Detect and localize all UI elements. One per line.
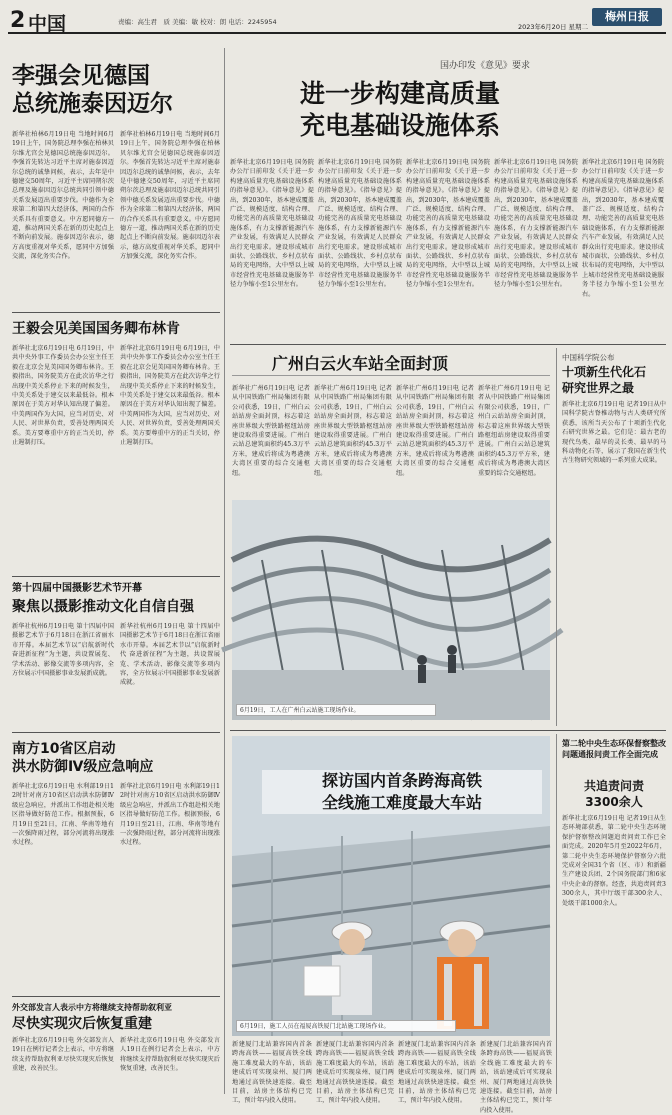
photo-festival-body-col2: 新华社杭州6月19日电 第十四届中国摄影艺术节于6月18日在浙江省丽水市开幕。本届艺术节以“启航新时代 奋进新征程”为主题，共设置展览、学术活动、影像交流等多项内容，全方位展示中国摄影事业发展新成就。 (120, 623, 220, 687)
cas-title (562, 364, 666, 396)
divider (230, 730, 666, 731)
li-qiang-title-line1: 李强会见德国 (12, 63, 150, 89)
photo-festival-body-col1: 新华社杭州6月19日电 第十四届中国摄影艺术节于6月18日在浙江省丽水市开幕。本届艺术节以“启航新时代 奋进新征程”为主题，共设置展览、学术活动、影像交流等多项内容，全方位展示中国摄影事业发展新成就。 (12, 623, 114, 678)
photo-festival-title: 聚焦以摄影推动文化自信自强 (12, 599, 194, 615)
syria-body-col2: 新华社北京6月19日电 外交部发言人19日在例行记者会上表示，中方将继续支持帮助叙利亚尽快实现灾后恢复重建，改善民生。 (120, 1037, 220, 1073)
flood-title-line1: 南方10省区启动 (12, 741, 116, 757)
photo-festival-subtitle: 第十四届中国摄影艺术节开幕 (12, 583, 142, 594)
rail-title (262, 770, 542, 814)
column-divider (556, 348, 557, 726)
aid-subtitle: 第二轮中央生态环保督察整改问题通报问责工作全面完成 (562, 739, 666, 759)
flood-body-col2: 新华社北京6月19日电 水利部19日12时针对南方10省区启动洪水防御Ⅳ级应急响应，并派出工作组赴相关地区指导做好防范工作。根据预报，6月19日至21日，江南、华南等地有一次强降雨过程，部分河流将出现涨水过程。 (120, 783, 220, 847)
guangzhou-body-col2: 新华社广州6月19日电 记者从中国铁路广州局集团有限公司获悉，19日，广州白云站站房全面封顶，标志着这座世界级大型铁路枢纽站房建设取得重要进展。广州白云站总建筑面积约45.3万平方米，建成后将成为粤港澳大湾区重要的综合交通枢纽。 (314, 385, 392, 477)
column-divider (224, 48, 225, 1094)
rail-title-line2: 全线施工难度最大车站 (321, 793, 482, 812)
syria-body-col1: 新华社北京6月19日电 外交部发言人19日在例行记者会上表示，中方将继续支持帮助叙利亚尽快实现灾后恢复重建，改善民生。 (12, 1037, 114, 1073)
infra-body-col3: 新华社北京6月19日电 国务院办公厅日前印发《关于进一步构建高质量充电基础设施体系的指导意见》。《指导意见》提出，到2030年，基本建成覆盖广泛、规模适度、结构合理、功能完善的高质量充电基础设施体系，有力支撑新能源汽车产业发展，有效满足人民群众出行充电需求。建设形成城市面状、公路线状、乡村点状布局的充电网络，大中型以上城市经营性充电基础设施服务半径力争缩小至1公里左右。 (406, 159, 490, 289)
infra-body-col1: 新华社北京6月19日电 国务院办公厅日前印发《关于进一步构建高质量充电基础设施体系的指导意见》。《指导意见》提出，到2030年，基本建成覆盖广泛、规模适度、结构合理、功能完善的高质量充电基础设施体系，有力支撑新能源汽车产业发展，有效满足人民群众出行充电需求。建设形成城市面状、公路线状、乡村点状布局的充电网络，大中型以上城市经营性充电基础设施服务半径力争缩小至1公里左右。 (230, 159, 314, 289)
cas-title-line2: 研究世界之最 (562, 381, 635, 395)
rail-body-col2: 新建厦门北站兼容国内首条跨海高铁——福厦高铁全线施工难度最大的车站，该站建成后可实现泉州、厦门两地通过高铁快速连接。截至目前，站房主体结构已完工，预计年内投入使用。 (316, 1041, 394, 1105)
wang-yi-body-col1: 新华社北京6月19日电 6月19日，中共中央外事工作委员会办公室主任王毅在北京会见美国国务卿布林肯。王毅指出，国务院美方在此次访华之行出现中美关系停止下来的时候发生，中美关系处于建交以来最低谷。根本原因在于美方对华认知出现了偏差。中美两国作为大国，应当对历史、对人民、对世界负责，妥善处理两国关系。美方要尊重中方的正当关切，停止遏制打压。 (12, 345, 114, 447)
guangzhou-photo-caption: 6月19日，工人在广州白云站施工现场作业。 (240, 707, 360, 714)
wang-yi-title: 王毅会见美国国务卿布林肯 (12, 321, 180, 337)
divider (12, 576, 220, 577)
editor-meta: 责编：高生君 质 美编：敏 校对：朗 电话：2245954 (118, 18, 277, 26)
divider (12, 732, 220, 733)
guangzhou-title-band (232, 352, 550, 376)
rail-title-line1: 探访国内首条跨海高铁 (321, 771, 482, 790)
guangzhou-body-col3: 新华社广州6月19日电 记者从中国铁路广州局集团有限公司获悉，19日，广州白云站站房全面封顶，标志着这座世界级大型铁路枢纽站房建设取得重要进展。广州白云站总建筑面积约45.3万平方米，建成后将成为粤港澳大湾区重要的综合交通枢纽。 (396, 385, 474, 477)
rail-body-col3: 新建厦门北站兼容国内首条跨海高铁——福厦高铁全线施工难度最大的车站，该站建成后可实现泉州、厦门两地通过高铁快速连接。截至目前，站房主体结构已完工，预计年内投入使用。 (398, 1041, 476, 1105)
infra-title-line1: 进一步构建高质量 (300, 79, 501, 108)
divider (12, 312, 220, 313)
infra-title-line2: 充电基础设施体系 (300, 111, 501, 140)
cas-title-line1: 十项新生代化石 (562, 365, 647, 379)
guangzhou-station-photo (232, 500, 550, 720)
aid-title (562, 778, 666, 810)
rail-body-col1: 新建厦门北站兼容国内首条跨海高铁——福厦高铁全线施工难度最大的车站，该站建成后可实现泉州、厦门两地通过高铁快速连接。截至目前，站房主体结构已完工，预计年内投入使用。 (232, 1041, 312, 1105)
issue-date: 2023年6月20日 星期二 (518, 23, 589, 31)
page-number: 2 (10, 8, 26, 33)
section-title: 中国 (28, 13, 67, 35)
page-header (8, 8, 666, 34)
li-qiang-title-line2: 总统施泰因迈尔 (12, 91, 173, 117)
infra-kicker: 国办印发《意见》要求 (439, 61, 530, 71)
li-qiang-body-col2: 新华社柏林6月19日电 当地时间6月19日上午，国务院总理李强在柏林贝尔维尤宫会见德国总统施泰因迈尔。李强首先转达习近平主席对施泰因迈尔总统的诚挚问候，表示，去年是中德建交50周年，习近平主席同朔尔茨总理及施泰因迈尔总统共同引领中德关系发展迈出重要步伐。中德作为全球第二和第四大经济体，两国的合作关系具有重要意义。中方愿同德方一道，推动两国关系在新的历史起点上不断向前发展。施泰因迈尔表示，德方高度重视对华关系，愿同中方加强交流，深化务实合作。 (120, 131, 220, 261)
guangzhou-body-col4: 新华社广州6月19日电 记者从中国铁路广州局集团有限公司获悉，19日，广州白云站站房全面封顶，标志着这座世界级大型铁路枢纽站房建设取得重要进展。广州白云站总建筑面积约45.3万平方米，建成后将成为粤港澳大湾区重要的综合交通枢纽。 (478, 385, 550, 477)
flood-title (12, 740, 220, 776)
guangzhou-photo-caption-box (236, 704, 436, 716)
rail-photo-caption-box (236, 1020, 456, 1032)
guangzhou-title: 广州白云火车站全面封顶 (272, 354, 449, 373)
li-qiang-body-col1: 新华社柏林6月19日电 当地时间6月19日上午，国务院总理李强在柏林贝尔维尤宫会见德国总统施泰因迈尔。李强首先转达习近平主席对施泰因迈尔总统的诚挚问候，表示，去年是中德建交50周年，习近平主席同朔尔茨总理及施泰因迈尔总统共同引领中德关系发展迈出重要步伐。中德作为全球第二和第四大经济体，两国的合作关系具有重要意义。中方愿同德方一道，推动两国关系在新的历史起点上不断向前发展。施泰因迈尔表示，德方高度重视对华关系，愿同中方加强交流，深化务实合作。 (12, 131, 114, 261)
rail-photo-caption: 6月19日，施工人员在福厦高铁厦门北站施工现场作业。 (240, 1023, 390, 1030)
flood-body-col1: 新华社北京6月19日电 水利部19日12时针对南方10省区启动洪水防御Ⅳ级应急响应，并派出工作组赴相关地区指导做好防范工作。根据预报，6月19日至21日，江南、华南等地有一次强降雨过程，部分河流将出现涨水过程。 (12, 783, 114, 847)
guangzhou-body-col1: 新华社广州6月19日电 记者从中国铁路广州局集团有限公司获悉，19日，广州白云站站房全面封顶，标志着这座世界级大型铁路枢纽站房建设取得重要进展。广州白云站总建筑面积约45.3万平方米，建成后将成为粤港澳大湾区重要的综合交通枢纽。 (232, 385, 310, 477)
infra-body-col2: 新华社北京6月19日电 国务院办公厅日前印发《关于进一步构建高质量充电基础设施体系的指导意见》。《指导意见》提出，到2030年，基本建成覆盖广泛、规模适度、结构合理、功能完善的高质量充电基础设施体系，有力支撑新能源汽车产业发展，有效满足人民群众出行充电需求。建设形成城市面状、公路线状、乡村点状布局的充电网络，大中型以上城市经营性充电基础设施服务半径力争缩小至1公里左右。 (318, 159, 402, 289)
column-divider (556, 734, 557, 1094)
infra-title (300, 78, 640, 142)
wang-yi-body-col2: 新华社北京6月19日电 6月19日，中共中央外事工作委员会办公室主任王毅在北京会见美国国务卿布林肯。王毅指出，国务院美方在此次访华之行出现中美关系停止下来的时候发生，中美关系处于建交以来最低谷。根本原因在于美方对华认知出现了偏差。中美两国作为大国，应当对历史、对人民、对世界负责，妥善处理两国关系。美方要尊重中方的正当关切，停止遏制打压。 (120, 345, 220, 447)
aid-title-line1: 共追责问责 (583, 779, 644, 793)
syria-title: 尽快实现灾后恢复重建 (12, 1016, 152, 1032)
newspaper-logo: 梅州日报 (592, 8, 662, 26)
aid-title-line2: 3300余人 (585, 795, 643, 809)
divider (230, 344, 666, 345)
rail-body-col4: 新建厦门北站兼容国内首条跨海高铁——福厦高铁全线施工难度最大的车站，该站建成后可实现泉州、厦门两地通过高铁快速连接。截至目前，站房主体结构已完工，预计年内投入使用。 (480, 1041, 552, 1114)
cas-body: 新华社北京6月19日电 记者19日从中国科学院古脊椎动物与古人类研究所获悉，该所当天公布了十项新生代化石研究世界之最。它们是：最古老的现代鸟类、最早的灵长类、最早的马科动物化石等，展示了我国在新生代古生物研究领域的一系列重大成果。 (562, 401, 666, 465)
infra-body-col4: 新华社北京6月19日电 国务院办公厅日前印发《关于进一步构建高质量充电基础设施体系的指导意见》。《指导意见》提出，到2030年，基本建成覆盖广泛、规模适度、结构合理、功能完善的高质量充电基础设施体系，有力支撑新能源汽车产业发展，有效满足人民群众出行充电需求。建设形成城市面状、公路线状、乡村点状布局的充电网络，大中型以上城市经营性充电基础设施服务半径力争缩小至1公里左右。 (494, 159, 578, 289)
flood-title-line2: 洪水防御Ⅳ级应急响应 (12, 759, 154, 775)
infra-body-col5: 新华社北京6月19日电 国务院办公厅日前印发《关于进一步构建高质量充电基础设施体系的指导意见》。《指导意见》提出，到2030年，基本建成覆盖广泛、规模适度、结构合理、功能完善的高质量充电基础设施体系，有力支撑新能源汽车产业发展，有效满足人民群众出行充电需求。建设形成城市面状、公路线状、乡村点状布局的充电网络，大中型以上城市经营性充电基础设施服务半径力争缩小至1公里左右。 (582, 159, 664, 298)
divider (12, 996, 220, 997)
aid-body: 新华社北京6月19日电 记者19日从生态环境部获悉，第二轮中央生态环境保护督察整改问题追责问责工作已全面完成。2020年5月至2022年6月，第二轮中央生态环境保护督察分六批完成对全国31个省（区、市）和新疆生产建设兵团、2个国务院部门和6家中央企业的督察。经查，共追责问责3300余人，其中厅级干部300余人、处级干部1000余人。 (562, 815, 666, 907)
li-qiang-title (12, 62, 212, 118)
syria-subtitle: 外交部发言人表示中方将继续支持帮助叙利亚 (12, 1003, 172, 1012)
cas-kicker: 中国科学院公布 (562, 353, 615, 362)
